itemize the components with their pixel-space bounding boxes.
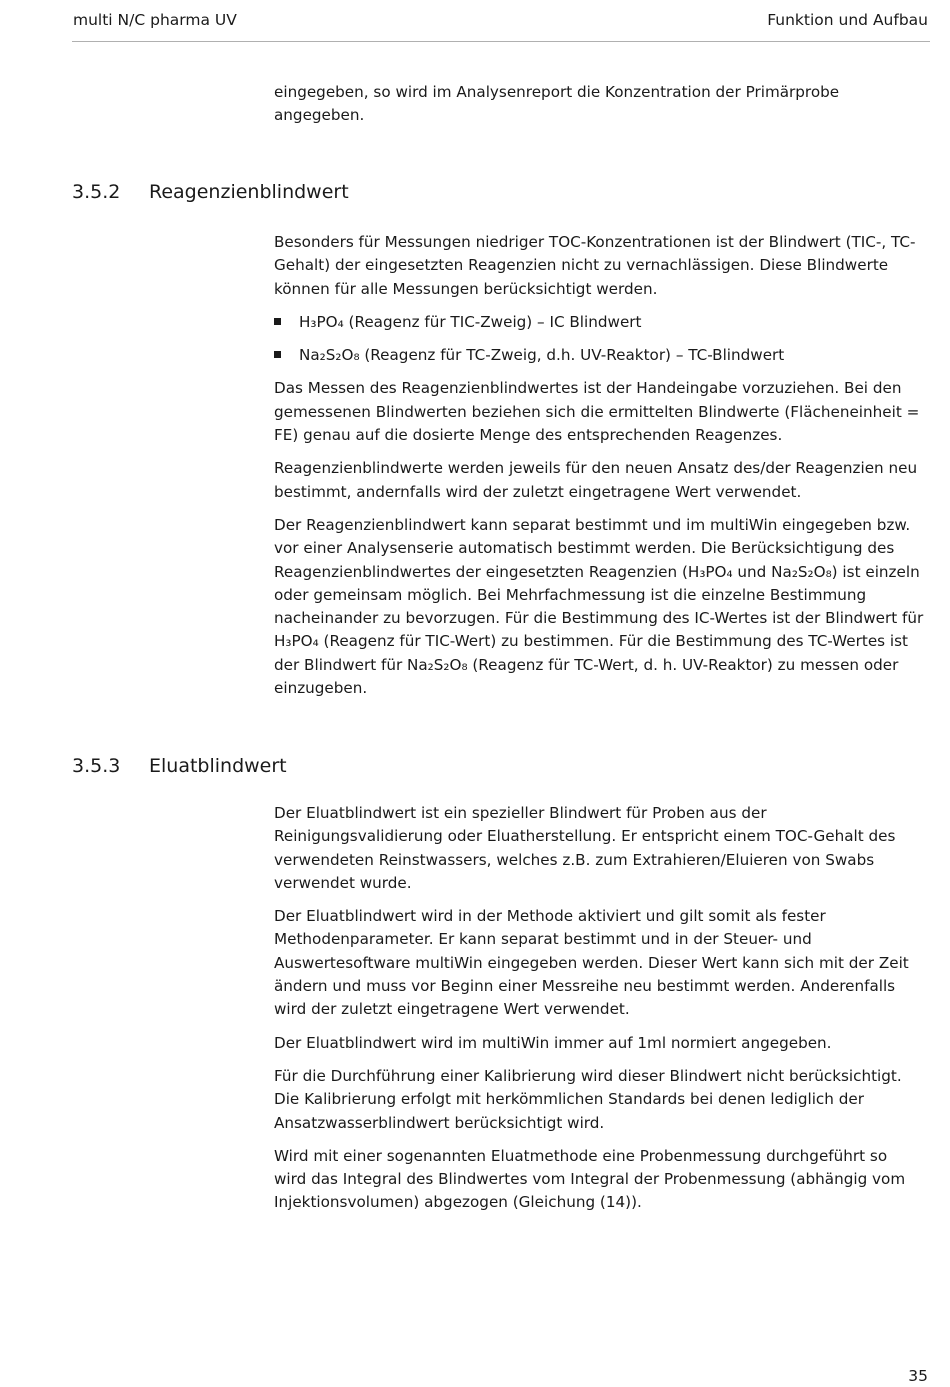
paragraph: Der Reagenzienblindwert kann separat bestimmt und im multiWin eingegeben bzw. vor einer Analysenserie automatisch bestimmt werden. Die Berücksichtigung des Reagenzienblindwertes der eingesetzten Reagenzien (H₃PO₄ und Na₂S₂O₈) ist einzeln oder gemeinsam möglich. Bei Mehrfachmessung ist die einzelne Bestimmung nacheinander zu bevorzugen. Für die Bestimmung des IC-Wertes ist der Blindwert für H₃PO₄ (Reagenz für TIC-Wert) zu bestimmen. Für die Bestimmung des TC-Wertes ist der Blindwert für Na₂S₂O₈ (Reagenz für TC-Wert, d. h. UV-Reaktor) zu messen oder einzugeben.: [274, 515, 924, 698]
list-item: [274, 344, 924, 367]
bullet-square-icon: [274, 351, 281, 358]
paragraph: Für die Durchführung einer Kalibrierung wird dieser Blindwert nicht berücksichtigt. Die Kalibrierung erfolgt mit herkömmlichen Standards bei denen lediglich der Ansatzwasserblindwert berücksichtigt wird.: [274, 1066, 902, 1132]
paragraph: Das Messen des Reagenzienblindwertes ist der Handeingabe vorzuziehen. Bei den gemessenen Blindwerten beziehen sich die ermittelten Blindwerte (Flächeneinheit = FE) genau auf die dosierte Menge des entsprechenden Reagenzes.: [274, 379, 920, 445]
header-divider: [72, 41, 930, 42]
header-chapter-title: Funktion und Aufbau: [767, 11, 928, 29]
section-number: 3.5.3: [72, 755, 121, 777]
section-title: Reagenzienblindwert: [149, 181, 349, 203]
paragraph: Der Eluatblindwert ist ein spezieller Blindwert für Proben aus der Reinigungsvalidierung oder Eluatherstellung. Er entspricht einem TOC-Gehalt des verwendeten Reinstwassers, welches z.B. zum Extrahieren/Eluieren von Swabs verwendet wurde.: [274, 804, 896, 892]
list-item-text: H₃PO₄ (Reagenz für TIC-Zweig) – IC Blindwert: [299, 312, 642, 331]
bullet-square-icon: [274, 318, 281, 325]
paragraph: Der Eluatblindwert wird im multiWin immer auf 1ml normiert angegeben.: [274, 1033, 832, 1052]
page-number: 35: [908, 1367, 928, 1385]
intro-paragraph: eingegeben, so wird im Analysenreport die Konzentration der Primärprobe angegeben.: [274, 83, 840, 125]
section-heading-352: [72, 181, 349, 203]
section-number: 3.5.2: [72, 181, 121, 203]
intro-block: [274, 81, 924, 138]
paragraph: Der Eluatblindwert wird in der Methode aktiviert und gilt somit als fester Methodenparameter. Er kann separat bestimmt und in der Steuer- und Auswertesoftware multiWin eingegeben werden. Dieser Wert kann sich mit der Zeit ändern und muss vor Beginn einer Messreihe neu bestimmt werden. Anderenfalls wird der zuletzt eingetragene Wert verwendet.: [274, 907, 909, 1019]
section-title: Eluatblindwert: [149, 755, 287, 777]
paragraph: Besonders für Messungen niedriger TOC-Konzentrationen ist der Blindwert (TIC-, TC-Gehalt) der eingesetzten Reagenzien nicht zu vernachlässigen. Diese Blindwerte können für alle Messungen berücksichtigt werden.: [274, 233, 916, 298]
section-heading-353: [72, 755, 287, 777]
header-document-title: multi N/C pharma UV: [73, 11, 237, 29]
paragraph: Wird mit einer sogenannten Eluatmethode eine Probenmessung durchgeführt so wird das Integral des Blindwertes vom Integral der Probenmessung (abhängig vom Injektionsvolumen) abgezogen (Gleichung (14)).: [274, 1146, 906, 1212]
list-item-text: Na₂S₂O₈ (Reagenz für TC-Zweig, d.h. UV-Reaktor) – TC-Blindwert: [299, 346, 785, 365]
section-body-352: [274, 231, 924, 710]
paragraph: Reagenzienblindwerte werden jeweils für den neuen Ansatz des/der Reagenzien neu bestimmt, andernfalls wird der zuletzt eingetragene Wert verwendet.: [274, 459, 918, 501]
section-body-353: [274, 802, 924, 1225]
list-item: [274, 311, 924, 334]
